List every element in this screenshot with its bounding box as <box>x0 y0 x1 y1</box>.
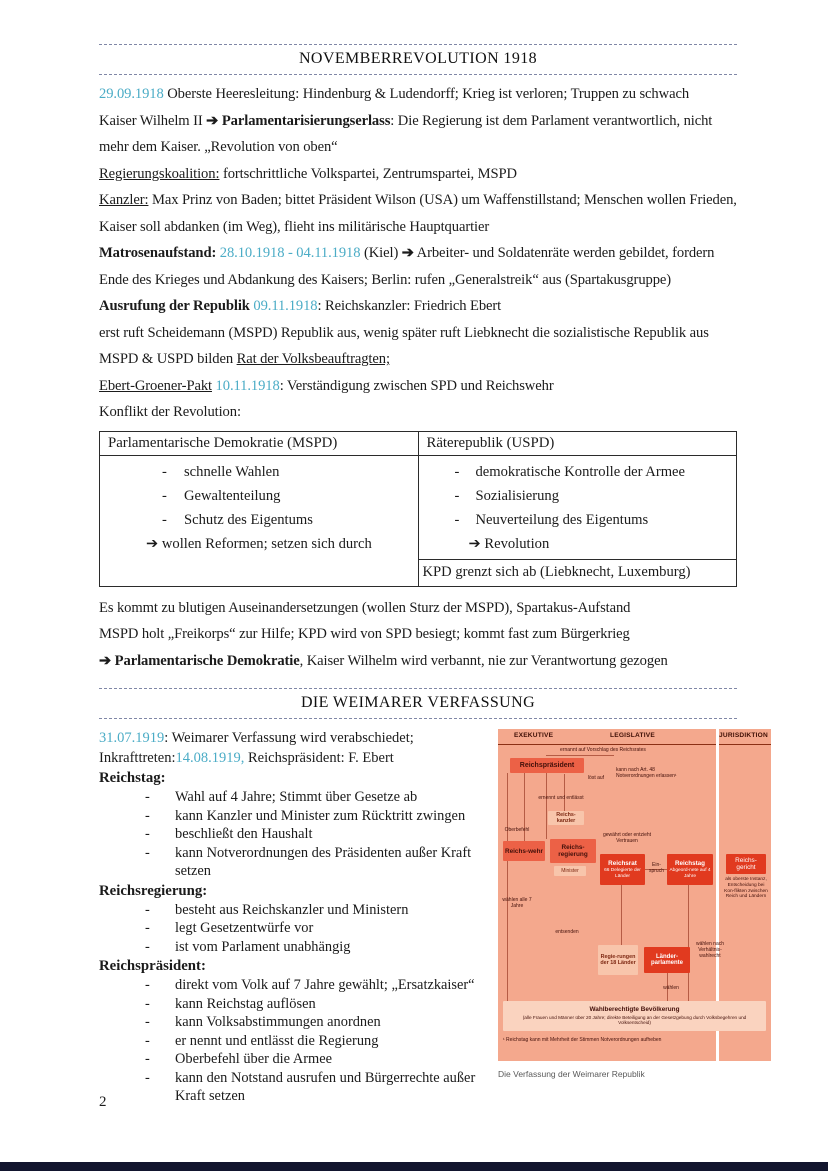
section2-title: DIE WEIMARER VERFASSUNG <box>99 688 737 719</box>
box-reichskanzler: Reichs-kanzler <box>548 811 584 825</box>
paragraph <box>99 648 737 675</box>
diagram-caption: Die Verfassung der Weimarer Republik <box>498 1069 645 1079</box>
box-wahlberechtigte-sub: (alle Frauen und Männer über 20 Jahre; direkte Beteiligung an der Gesetzgebung durch Volksbegehren und Volksentscheid) <box>522 1014 747 1026</box>
list-item: - legt Gesetzentwürfe vor <box>99 919 495 938</box>
paragraph <box>99 81 737 108</box>
list-item: - demokratische Kontrolle der Armee <box>419 460 737 484</box>
label-einspruch: Ein-spruch <box>648 862 664 874</box>
label-artikel-48: kann nach Art. 48 Notverordnungen erlassen¹ <box>616 767 677 779</box>
box-reichsgericht: Reichs-gericht <box>726 854 766 874</box>
list-item: - Wahl auf 4 Jahre; Stimmt über Gesetze ab <box>99 788 495 807</box>
section2-intro <box>99 729 495 768</box>
list-item: - kann Reichstag auflösen <box>99 995 495 1014</box>
label-waehlen: wählen <box>663 985 679 991</box>
list-item: - kann den Notstand ausrufen und Bürgerrechte außer Kraft setzen <box>99 1069 495 1106</box>
text-run: Kanzler: <box>99 192 149 208</box>
paragraph <box>99 293 737 320</box>
list-item: - kann Notverordnungen des Präsidenten außer Kraft setzen <box>99 844 495 881</box>
box-reichspraesident: Reichspräsident <box>510 758 584 773</box>
text-run: 31.07.1919 <box>99 730 165 746</box>
connector-line <box>546 773 547 839</box>
connector-line <box>507 773 508 1001</box>
box-minister: Minister <box>554 866 586 876</box>
label-reichsgericht-sub: als oberste Instanz, Entscheidung bei Kon-flikten zwischen Reich und Ländern <box>724 877 768 900</box>
paragraph <box>99 161 737 188</box>
list-item: - er nennt und entlässt die Regierung <box>99 1032 495 1051</box>
column-legislative: LEGISLATIVE <box>610 732 655 739</box>
text-run: Ebert-Groener-Pakt <box>99 377 212 394</box>
connector-line <box>546 755 614 756</box>
list-item: - Sozialisierung <box>419 484 737 508</box>
text-run: Konflikt der Revolution: <box>99 404 241 420</box>
text-run: 28.10.1918 - 04.11.1918 <box>219 245 361 261</box>
box-reichswehr: Reichs-wehr <box>503 841 545 861</box>
text-run: : Weimarer Verfassung wird verabschiedet; <box>164 730 414 746</box>
box-wahlberechtigte-title: Wahlberechtigte Bevölkerung <box>589 1006 680 1014</box>
text-run: Regierungskoalition: <box>99 165 220 182</box>
paragraph <box>99 621 737 648</box>
text-run: Rat der Volksbeauftragten; <box>236 351 390 367</box>
list-item: - schnelle Wahlen <box>100 460 418 484</box>
list-item: - Schutz des Eigentums <box>100 508 418 532</box>
list-item: - Gewaltenteilung <box>100 484 418 508</box>
text-run: : Verständigung zwischen SPD und Reichswehr <box>279 377 554 394</box>
paragraph <box>99 749 495 769</box>
label-waehlen-alle-7-jahre: wählen alle 7 Jahre <box>502 897 532 909</box>
text-run: ➔ Parlamentarische Demokratie <box>99 652 300 669</box>
box-reichsregierung: Reichs-regierung <box>550 839 596 863</box>
connector-line <box>564 774 565 811</box>
label-waehlen-verhaeltniswahlrecht: wählen nach Verhältnis-wahlrecht <box>695 941 725 959</box>
text-run: Inkrafttreten: <box>99 749 176 766</box>
list-item: - Neuverteilung des Eigentums <box>419 508 737 532</box>
paragraph <box>99 240 737 293</box>
text-run: Ausrufung der Republik <box>99 298 254 314</box>
section2-text-column <box>99 729 495 1106</box>
text-run: Reichspräsident: F. Ebert <box>244 749 394 766</box>
label-gewaehrt-vertrauen: gewährt oder entzieht Vertrauen <box>602 832 652 844</box>
label-ernannt-auf-vorschlag: ernannt auf Vorschlag des Reichsrates <box>560 747 646 753</box>
weimar-constitution-diagram <box>498 729 771 1061</box>
paragraph <box>99 595 737 622</box>
uspd-items <box>419 456 737 532</box>
connector-line <box>621 885 622 945</box>
text-run: ➔ <box>401 245 414 261</box>
table-body-row <box>100 455 737 586</box>
uspd-extra-note: KPD grenzt sich ab (Liebknecht, Luxemburg) <box>419 559 737 586</box>
box-reichsrat <box>600 854 645 885</box>
mspd-items <box>100 456 418 532</box>
connector-line <box>688 885 689 1001</box>
table-cell-mspd <box>100 455 419 586</box>
conflict-table <box>99 431 737 587</box>
box-reichstag-sub: Abgeord-nete auf 4 Jahre <box>669 868 711 879</box>
table-header-mspd: Parlamentarische Demokratie (MSPD) <box>100 431 419 455</box>
table-header-uspd: Räterepublik (USPD) <box>418 431 737 455</box>
text-run: ➔ Parlamentarisierungserlass <box>206 112 391 129</box>
group-heading: Reichsregierung: <box>99 882 208 899</box>
column-jurisdiktion: JURISDIKTION <box>719 732 768 739</box>
group-heading: Reichstag: <box>99 770 166 786</box>
label-oberbefehl: Oberbefehl <box>504 827 530 833</box>
table-header-row <box>100 431 737 455</box>
text-run: Kaiser Wilhelm II <box>99 112 207 129</box>
text-run: Matrosenaufstand: <box>99 245 220 261</box>
list-item: - Oberbefehl über die Armee <box>99 1050 495 1069</box>
text-run: MSPD holt „Freikorps“ zur Hilfe; KPD wird von SPD besiegt; kommt fast zum Bürgerkrieg <box>99 626 630 642</box>
section1-paragraphs <box>99 81 737 426</box>
group-heading: Reichspräsident: <box>99 958 206 974</box>
page-content <box>99 44 768 1106</box>
box-reichstag-title: Reichstag <box>674 859 706 867</box>
paragraph <box>99 729 495 749</box>
text-run: : Die Regierung ist dem Parlament verantwortlich, nicht mehr dem Kaiser. „Revolution von oben“ <box>99 112 713 155</box>
paragraph <box>99 346 737 373</box>
text-run: Arbeiter- und Soldatenräte werden gebildet, fordern Ende des Krieges und Abdankung des Kaisers; Berlin: rufen „Generalstreik“ aus (Spartakusgruppe) <box>99 245 715 288</box>
diagram-footnote: ¹ Reichstag kann mit Mehrheit der Stimmen Notverordnungen aufheben <box>503 1037 662 1043</box>
text-run: erst ruft Scheidemann (MSPD) Republik aus, wenig später ruft Liebknecht die sozialistische Republik aus <box>99 324 709 341</box>
list-item: - besteht aus Reichskanzler und Ministern <box>99 901 495 920</box>
text-run: Oberste Heeresleitung: Hindenburg & Ludendorff; Krieg ist verloren; Truppen zu schwach <box>167 86 690 102</box>
paragraph <box>99 373 737 400</box>
box-reichstag <box>667 854 713 885</box>
column-exekutive: EXEKUTIVE <box>514 732 554 739</box>
section2-figure-column <box>498 729 771 1106</box>
list-item: - beschließt den Haushalt <box>99 825 495 844</box>
paragraph <box>99 320 737 347</box>
text-run: , Kaiser Wilhelm wird verbannt, nie zur Verantwortung gezogen <box>299 652 668 669</box>
text-run: Es kommt zu blutigen Auseinandersetzungen (wollen Sturz der MSPD), Spartakus-Aufstand <box>99 599 631 616</box>
text-run: MSPD & USPD bilden <box>99 351 237 367</box>
text-run: 14.08.1919, <box>175 749 245 766</box>
label-loest-auf: löst auf <box>587 775 605 781</box>
page-number: 2 <box>99 1094 107 1110</box>
text-run: 09.11.1918 <box>253 298 318 314</box>
paragraph <box>99 187 737 240</box>
uspd-conclusion: ➔ Revolution <box>468 535 550 552</box>
text-run: : Reichskanzler: Friedrich Ebert <box>317 298 502 314</box>
list-item: - direkt vom Volk auf 7 Jahre gewählt; „Ersatzkaiser“ <box>99 976 495 995</box>
text-run: 29.09.1918 <box>99 86 168 102</box>
section1-conclusion <box>99 595 737 675</box>
section2-row <box>99 729 771 1106</box>
list-item: - kann Kanzler und Minister zum Rücktritt zwingen <box>99 807 495 826</box>
text-run: 10.11.1918 <box>215 377 280 394</box>
list-item: - kann Volksabstimmungen anordnen <box>99 1013 495 1032</box>
text-run: fortschrittliche Volkspartei, Zentrumspartei, MSPD <box>219 165 517 182</box>
box-reichsrat-title: Reichsrat <box>608 859 637 867</box>
table-cell-uspd <box>418 455 737 586</box>
section1-title: NOVEMBERREVOLUTION 1918 <box>99 44 737 75</box>
paragraph <box>99 108 737 161</box>
bottom-bar <box>0 1162 828 1171</box>
section2-groups <box>99 769 495 1106</box>
text-run: (Kiel) <box>360 245 402 261</box>
label-ernennt-entlaesst: ernennt und entlässt <box>538 795 584 801</box>
box-wahlberechtigte-bevoelkerung <box>503 1001 766 1031</box>
list-item: - ist vom Parlament unabhängig <box>99 938 495 957</box>
paragraph <box>99 399 737 426</box>
box-regierungen-der-laender: Regie-rungen der 18 Länder <box>598 945 638 975</box>
label-entsenden: entsenden <box>555 929 579 935</box>
text-run: Max Prinz von Baden; bittet Präsident Wilson (USA) um Waffenstillstand; Menschen wollen Frieden, Kaiser soll abdanken (im Weg), flieht ins militärische Hauptquartier <box>99 192 737 235</box>
box-reichsrat-sub: 66 Delegierte der Länder <box>604 868 641 879</box>
box-laenderparlamente: Länder-parlamente <box>644 947 690 973</box>
mspd-conclusion: ➔ wollen Reformen; setzen sich durch <box>146 535 372 552</box>
